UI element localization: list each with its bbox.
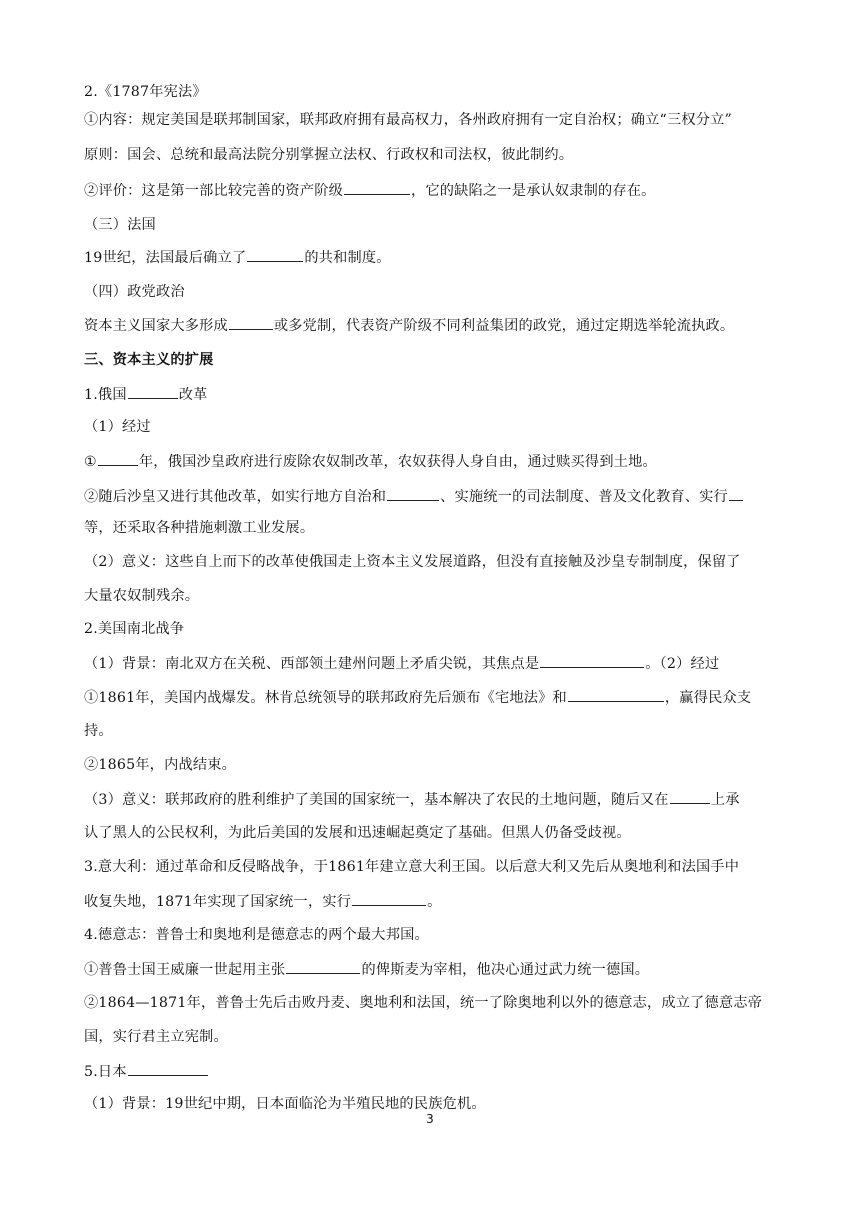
text: ①1861年，美国内战爆发。林肯总统领导的联邦政府先后颁布《宅地法》和: [84, 690, 567, 706]
paragraph-germany-bismarck: [84, 959, 649, 980]
text: 或多党制，代表资产阶级不同利益集团的政党，通过定期选举轮流执政。: [273, 318, 735, 334]
paragraph-germany-unification-cont: [84, 1027, 228, 1047]
section-heading-capitalism-expansion: [84, 350, 214, 370]
fill-blank[interactable]: [387, 486, 439, 501]
paragraph-germany-unification: [84, 993, 762, 1013]
text: 3.意大利：通过革命和反侵略战争，于1861年建立意大利王国。以后意大利又先后从奥地利和法国手中: [84, 859, 740, 875]
text: 1.俄国: [84, 387, 127, 403]
text: 资本主义国家大多形成: [84, 318, 228, 334]
paragraph-civil-war-significance-cont: [84, 823, 631, 843]
text: （四）政党政治: [84, 284, 185, 300]
text: ，它的缺陷之一是承认奴隶制的存在。: [410, 183, 656, 199]
text: ②1865年，内战结束。: [84, 757, 237, 773]
subheading-france: [84, 215, 156, 235]
fill-blank[interactable]: [568, 687, 664, 702]
paragraph-russia-reform: [84, 451, 657, 472]
paragraph-evaluation: [84, 180, 656, 201]
heading-us-civil-war: [84, 619, 184, 639]
text: ①: [84, 454, 97, 470]
text: 原则：国会、总统和最高法院分别掌握立法权、行政权和司法权，彼此制约。: [84, 147, 574, 163]
text: ②评价：这是第一部比较完善的资产阶级: [84, 183, 343, 199]
text: 年，俄国沙皇政府进行废除农奴制改革，农奴获得人身自由，通过赎买得到土地。: [138, 454, 657, 470]
fill-blank[interactable]: [729, 486, 743, 501]
text: 三、资本主义的扩展: [84, 352, 214, 368]
text: （1）背景：19世纪中期，日本面临沦为半殖民地的民族危机。: [84, 1096, 486, 1112]
paragraph-russia-other-reforms: [84, 486, 744, 507]
paragraph-russia-other-reforms-cont: [84, 518, 314, 538]
paragraph-party-politics: [84, 315, 734, 336]
text: 2.美国南北战争: [84, 621, 185, 637]
text: 的俾斯麦为宰相，他决心通过武力统一德国。: [361, 962, 650, 978]
paragraph-japan-background: [84, 1094, 486, 1114]
fill-blank[interactable]: [98, 451, 138, 466]
text: 认了黑人的公民权利，为此后美国的发展和迅速崛起奠定了基础。但黑人仍备受歧视。: [84, 825, 631, 841]
fill-blank[interactable]: [128, 1061, 208, 1076]
paragraph-italy: [84, 857, 739, 877]
text: 的共和制度。: [304, 250, 391, 266]
fill-blank[interactable]: [286, 959, 360, 974]
text: ①普鲁士国王威廉一世起用主张: [84, 962, 286, 978]
text: 持。: [84, 723, 113, 739]
paragraph-civil-war-1861-cont: [84, 721, 113, 741]
text: ②1864—1871年，普鲁士先后击败丹麦、奥地利和法国，统一了除奥地利以外的德意志，成立了德意志帝: [84, 995, 763, 1011]
text: 改革: [178, 387, 208, 403]
text: （3）意义：联邦政府的胜利维护了美国的国家统一，基本解决了农民的土地问题，随后又在: [84, 792, 669, 808]
text: 。（2）经过: [645, 656, 720, 672]
fill-blank[interactable]: [352, 891, 426, 906]
text: 收复失地，1871年实现了国家统一，实行: [84, 894, 352, 910]
page-number: 3: [426, 1112, 434, 1126]
fill-blank[interactable]: [540, 653, 644, 668]
subheading-process: [84, 417, 151, 437]
text: 、实施统一的司法制度、普及文化教育、实行: [440, 489, 728, 505]
text: 等，还采取各种措施刺激工业发展。: [84, 520, 315, 536]
paragraph-civil-war-1861: [84, 687, 751, 708]
text: 上承: [710, 792, 740, 808]
text: ②随后沙皇又进行其他改革，如实行地方自治和: [84, 489, 387, 505]
heading-russia: [84, 384, 208, 405]
subheading-party-politics: [84, 282, 185, 302]
paragraph-russia-significance: [84, 552, 741, 572]
fill-blank[interactable]: [670, 789, 710, 804]
paragraph-france: [84, 247, 391, 268]
fill-blank[interactable]: [128, 384, 178, 399]
paragraph-content: [84, 110, 732, 130]
heading-japan: [84, 1061, 209, 1082]
text: 。: [427, 894, 442, 910]
text: （1）背景：南北双方在关税、西部领土建州问题上矛盾尖锐，其焦点是: [84, 656, 540, 672]
text: ，赢得民众支: [664, 690, 752, 706]
text: 2.《1787年宪法》: [84, 84, 207, 100]
fill-blank[interactable]: [344, 180, 410, 195]
paragraph-civil-war-background: [84, 653, 719, 674]
text: （三）法国: [84, 217, 156, 233]
text: 5.日本: [84, 1064, 127, 1080]
text: 19世纪，法国最后确立了: [84, 250, 247, 266]
text: 4.德意志：普鲁士和奥地利是德意志的两个最大邦国。: [84, 927, 429, 943]
paragraph-russia-significance-cont: [84, 586, 199, 606]
fill-blank[interactable]: [229, 315, 273, 330]
paragraph-civil-war-significance: [84, 789, 740, 810]
text: （1）经过: [84, 419, 151, 435]
text: ①内容：规定美国是联邦制国家，联邦政府拥有最高权力，各州政府拥有一定自治权；确立“三权分立”: [84, 112, 732, 128]
paragraph-germany: [84, 925, 429, 945]
text: 国，实行君主立宪制。: [84, 1029, 228, 1045]
paragraph-civil-war-1865: [84, 755, 236, 775]
text: （2）意义：这些自上而下的改革使俄国走上资本主义发展道路，但没有直接触及沙皇专制制度，保留了: [84, 554, 741, 570]
paragraph-italy-cont: [84, 891, 442, 912]
heading-1787-constitution: [84, 82, 207, 102]
paragraph-content-cont: [84, 145, 573, 165]
text: 大量农奴制残余。: [84, 588, 200, 604]
fill-blank[interactable]: [247, 247, 303, 262]
